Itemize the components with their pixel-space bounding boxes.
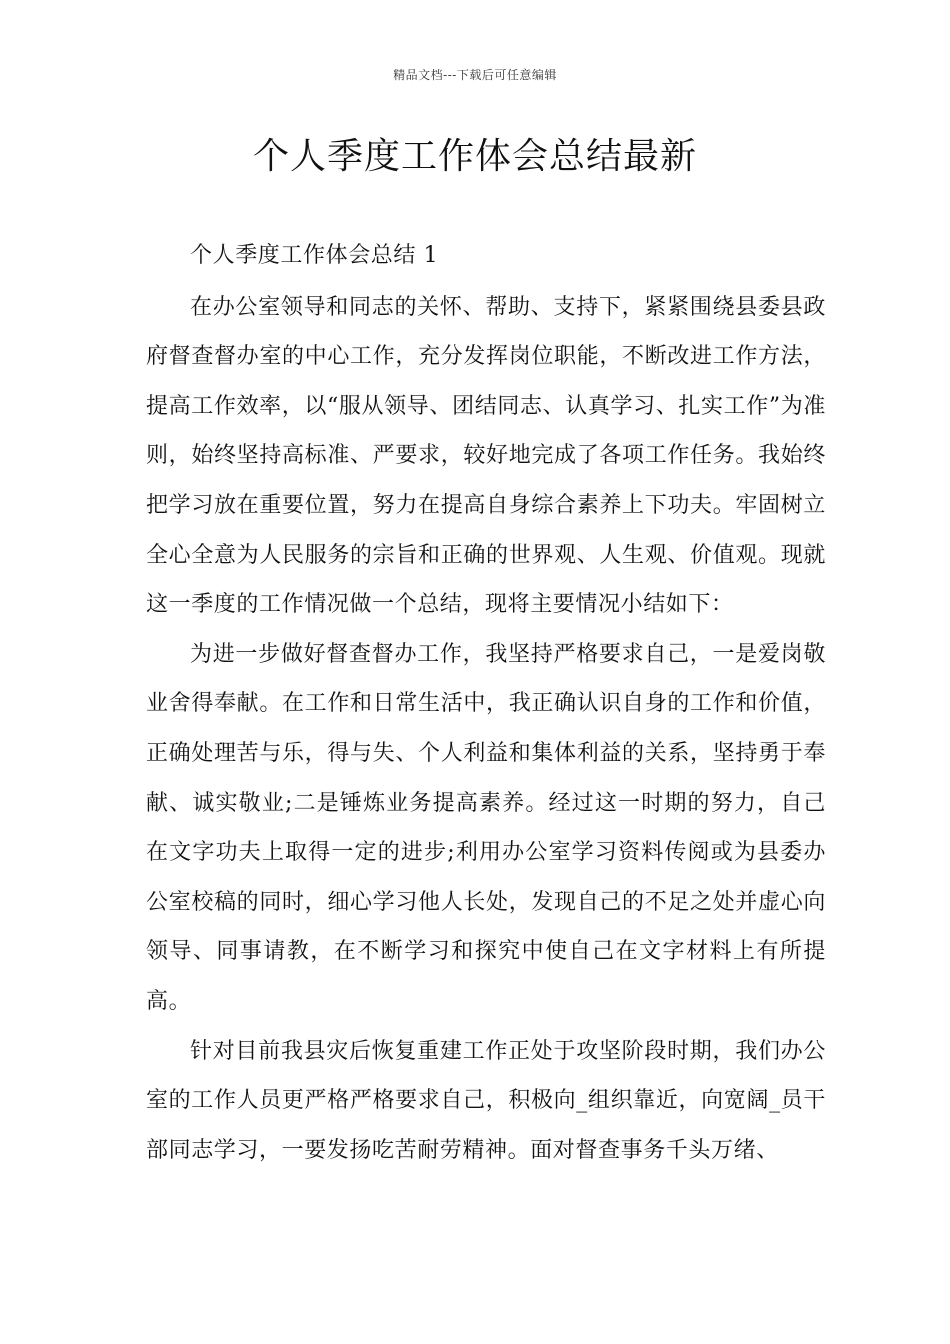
document-title: 个人季度工作体会总结最新 [252,136,697,177]
section-heading: 个人季度工作体会总结 1 [190,243,439,268]
body-paragraph: 针对目前我县灾后恢复重建工作正处于攻坚阶段时期，我们办公室的工作人员更严格严格要求自己，积极向_组织靠近，向宽阔_员干部同志学习，一要发扬吃苦耐劳精神。面对督查事务千头万绪、 [146,1038,826,1163]
document-body [146,231,826,1175]
body-paragraph: 为进一步做好督查督办工作，我坚持严格要求自己，一是爱岗敬业舍得奉献。在工作和日常生活中，我正确认识自身的工作和价值，正确处理苦与乐，得与失、个人利益和集体利益的关系，坚持勇于奉献、诚实敬业;二是锤炼业务提高素养。经过这一时期的努力，自己在文字功夫上取得一定的进步;利用办公室学习资料传阅或为县委办公室校稿的同时，细心学习他人长处，发现自己的不足之处并虚心向领导、同事请教，在不断学习和探究中使自己在文字材料上有所提高。 [146,641,826,1014]
header-note: 精品文档---下载后可任意编辑 [393,68,557,82]
body-paragraph: 在办公室领导和同志的关怀、帮助、支持下，紧紧围绕县委县政府督查督办室的中心工作，充分发挥岗位职能，不断改进工作方法，提高工作效率，以“服从领导、团结同志、认真学习、扎实工作”为准则，始终坚持高标准、严要求，较好地完成了各项工作任务。我始终把学习放在重要位置，努力在提高自身综合素养上下功夫。牢固树立全心全意为人民服务的宗旨和正确的世界观、人生观、价值观。现就这一季度的工作情况做一个总结，现将主要情况小结如下： [146,294,826,618]
